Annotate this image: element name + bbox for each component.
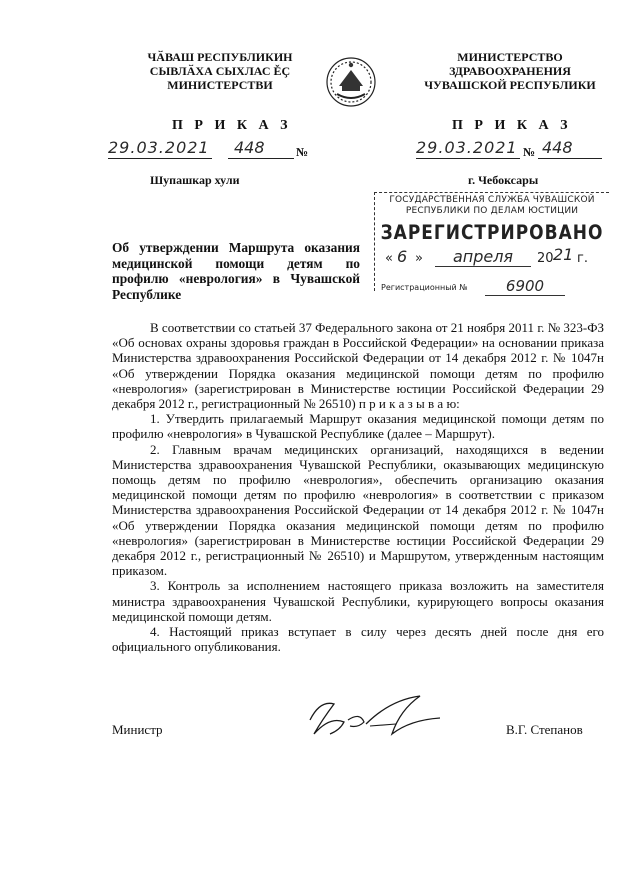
signature-name: В.Г. Степанов	[506, 722, 583, 737]
header-left	[100, 50, 340, 92]
header-right-line: ЧУВАШСКОЙ РЕСПУБЛИКИ	[424, 78, 596, 92]
stamp-year-prefix: 20	[537, 251, 554, 266]
right-number-sign: №	[523, 145, 536, 159]
left-number: 448	[234, 138, 265, 157]
right-number: 448	[542, 138, 573, 157]
chuvash-coat-of-arms-icon	[325, 56, 377, 108]
left-number-field	[228, 138, 294, 159]
stamp-line-1: ГОСУДАРСТВЕННАЯ СЛУЖБА ЧУВАШСКОЙ	[389, 195, 595, 205]
city-right: г. Чебоксары	[468, 173, 539, 187]
body-paragraph: 3. Контроль за исполнением настоящего приказа возложить на заместителя министра здравоохранения Чувашской Республики, курирующего вопросы оказания медицинской помощи детям.	[112, 578, 604, 624]
order-word-left: П Р И К А З	[172, 118, 292, 133]
stamp-reg-label: Регистрационный №	[381, 283, 468, 292]
header-left-line: ЧӐВАШ РЕСПУБЛИКИН	[147, 50, 293, 64]
stamp-day: 6	[397, 247, 408, 266]
left-date-field	[108, 138, 212, 159]
stamp-reg-number: 6900	[485, 277, 565, 296]
stamp-month: апреля	[435, 247, 531, 267]
handwritten-signature-icon	[300, 690, 450, 746]
right-number-field	[538, 138, 602, 159]
body-paragraph: 4. Настоящий приказ вступает в силу через десять дней после дня его официального опубликования.	[112, 624, 604, 655]
body-paragraph: 1. Утвердить прилагаемый Маршрут оказания медицинской помощи детям по профилю «неврология» в Чувашской Республике (далее – Маршрут).	[112, 411, 604, 442]
left-date: 29.03.2021	[108, 138, 210, 157]
stamp-line-2: РЕСПУБЛИКИ ПО ДЕЛАМ ЮСТИЦИИ	[405, 206, 579, 216]
right-date-field	[416, 138, 520, 159]
left-number-sign: №	[296, 145, 309, 159]
registration-stamp	[374, 192, 609, 295]
stamp-date-row	[375, 247, 609, 271]
city-left: Шупашкар хули	[150, 173, 240, 187]
order-word-right: П Р И К А З	[452, 118, 572, 133]
stamp-year-unit: г.	[577, 251, 588, 266]
document-title: Об утверждении Маршрута оказания медицинской помощи детям по профилю «неврология» в Чувашской Республике	[112, 240, 360, 302]
signature-position: Министр	[112, 722, 163, 737]
header-right	[400, 50, 620, 92]
body-paragraph: 2. Главным врачам медицинских организаций, находящихся в ведении Министерства здравоохранения Чувашской Республики, оказывающих медицинскую помощь детям по профилю «неврология», обеспечить организацию оказания медицинской помощи детям по профилю «неврология» в соответствии с приказом Министерства здравоохранения Российской Федерации от 14 декабря 2012 г. № 1047н «Об утверждении Порядка оказания медицинской помощи детям по профилю «неврология» (зарегистрирован в Министерстве юстиции Российской Федерации 29 декабря 2012 г., регистрационный № 26510) и Маршрутом, утвержденным настоящим приказом.	[112, 441, 604, 579]
stamp-reg-row	[375, 277, 609, 299]
header-right-line: ЗДРАВООХРАНЕНИЯ	[449, 64, 571, 78]
header-left-line: СЫВЛӐХА СЫХЛАС ĚҪ	[149, 64, 291, 78]
header-right-line: МИНИСТЕРСТВО	[457, 50, 563, 64]
stamp-year-suffix: 21	[553, 245, 574, 264]
stamp-registered: ЗАРЕГИСТРИРОВАНО	[380, 221, 604, 245]
document-body	[112, 320, 604, 654]
body-paragraph: В соответствии со статьей 37 Федерального закона от 21 ноября 2011 г. № 323-ФЗ «Об основах охраны здоровья граждан в Российской Федерации» на основании приказа Министерства здравоохранения Российской Федерации от 14 декабря 2012 г. № 1047н «Об утверждении Порядка оказания медицинской помощи детям по профилю «неврология» (зарегистрирован в Министерстве юстиции Российской Федерации 29 декабря 2012 г., регистрационный № 26510) п р и к а з ы в а ю:	[112, 320, 604, 412]
stamp-quote-close: »	[415, 251, 423, 266]
right-date: 29.03.2021	[416, 138, 518, 157]
stamp-quote-open: «	[385, 251, 393, 266]
header-left-line: МИНИСТЕРСТВИ	[167, 78, 273, 92]
